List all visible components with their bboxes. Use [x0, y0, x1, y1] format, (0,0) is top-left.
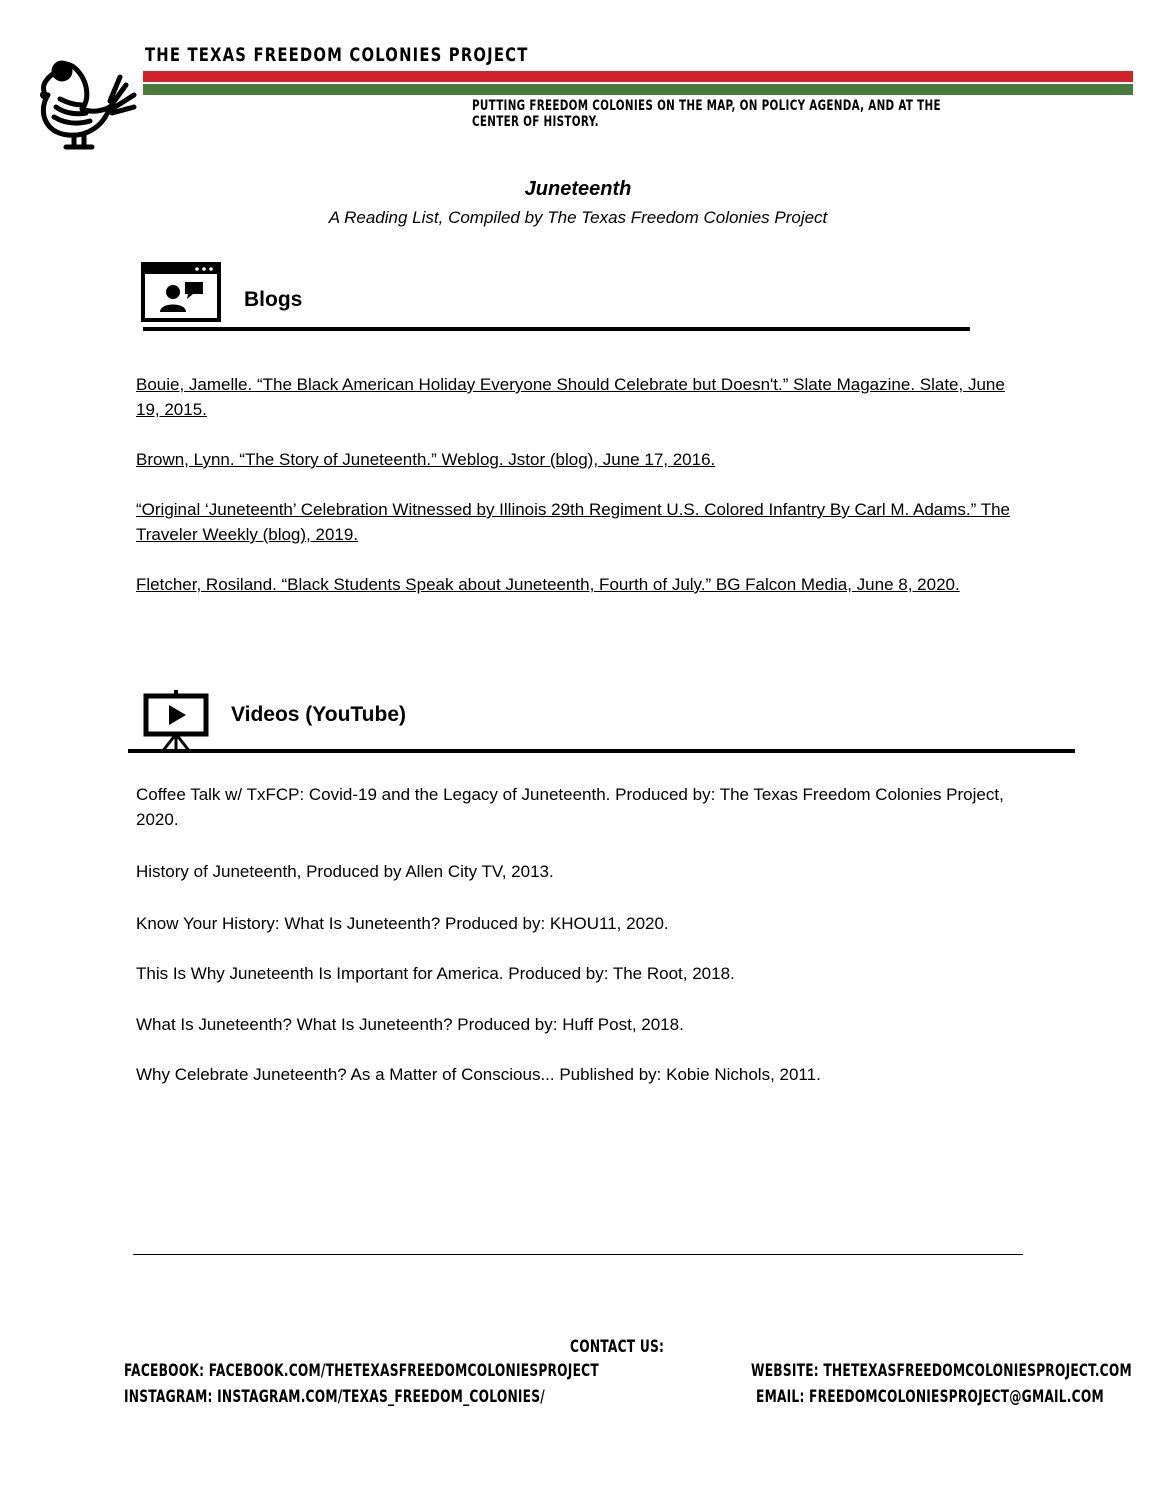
blogs-heading: Blogs [244, 288, 303, 311]
blog-entry-link[interactable]: “Original ‘Juneteenth’ Celebration Witnessed by Illinois 29th Regiment U.S. Colored Infantry By Carl M. Adams.” The Traveler Weekly (blog), 2019. [136, 500, 1011, 544]
org-name: THE TEXAS FREEDOM COLONIES PROJECT [145, 44, 529, 66]
sankofa-bird-icon [30, 55, 138, 150]
green-banner-bar [143, 84, 1133, 95]
contact-label: CONTACT US: [570, 1337, 665, 1357]
instagram-link[interactable]: INSTAGRAM: INSTAGRAM.COM/TEXAS_FREEDOM_COLONIES/ [124, 1387, 545, 1407]
video-entry: Know Your History: What Is Juneteenth? Produced by: KHOU11, 2020. [136, 914, 669, 933]
tagline: PUTTING FREEDOM COLONIES ON THE MAP, ON POLICY AGENDA, AND AT THE CENTER OF HISTORY. [472, 98, 941, 130]
web-chat-icon [141, 262, 221, 322]
video-entry: History of Juneteenth, Produced by Allen City TV, 2013. [136, 862, 554, 881]
videos-divider [128, 749, 1075, 753]
video-presentation-icon [140, 688, 212, 754]
website-link[interactable]: WEBSITE: THETEXASFREEDOMCOLONIESPROJECT.COM [751, 1361, 1132, 1381]
blogs-divider [143, 327, 970, 331]
facebook-link[interactable]: FACEBOOK: FACEBOOK.COM/THETEXASFREEDOMCOLONIESPROJECT [124, 1361, 599, 1381]
email-link[interactable]: EMAIL: FREEDOMCOLONIESPROJECT@GMAIL.COM [756, 1387, 1104, 1407]
blog-entry-link[interactable]: Fletcher, Rosiland. “Black Students Speak about Juneteenth, Fourth of July.” BG Falcon Media, June 8, 2020. [136, 575, 960, 594]
video-entry: Coffee Talk w/ TxFCP: Covid-19 and the Legacy of Juneteenth. Produced by: The Texas Freedom Colonies Project, 2020. [136, 785, 1004, 829]
video-entry: What Is Juneteenth? What Is Juneteenth? Produced by: Huff Post, 2018. [136, 1015, 684, 1034]
video-entry: This Is Why Juneteenth Is Important for America. Produced by: The Root, 2018. [136, 964, 735, 983]
video-entry: Why Celebrate Juneteenth? As a Matter of Conscious... Published by: Kobie Nichols, 2011. [136, 1065, 821, 1084]
document-title: Juneteenth [524, 178, 632, 200]
red-banner-bar [143, 71, 1133, 82]
footer-divider [133, 1254, 1023, 1255]
blog-entry-link[interactable]: Bouie, Jamelle. “The Black American Holiday Everyone Should Celebrate but Doesn't.” Slate Magazine. Slate, June 19, 2015. [136, 375, 1005, 419]
document-subtitle: A Reading List, Compiled by The Texas Freedom Colonies Project [328, 208, 828, 227]
videos-heading: Videos (YouTube) [231, 703, 407, 726]
blog-entry-link[interactable]: Brown, Lynn. “The Story of Juneteenth.” Weblog. Jstor (blog), June 17, 2016. [136, 450, 716, 469]
